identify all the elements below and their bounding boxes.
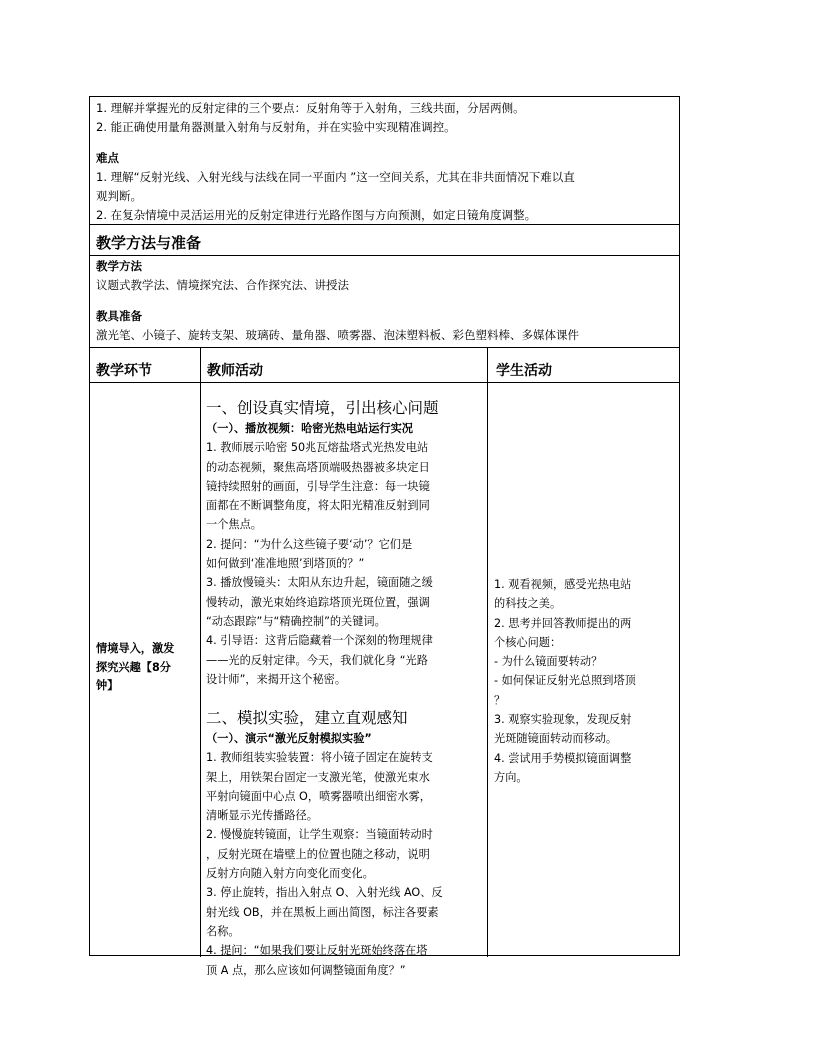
stage-line: 探究兴趣【8分 bbox=[96, 660, 171, 674]
student-line: 3. 观察实验现象，发现反射 bbox=[494, 713, 632, 727]
teacher-line: ——光的反射定律。今天，我们就化身 “光路 bbox=[206, 653, 428, 667]
header-student-activity: 学生活动 bbox=[496, 363, 552, 379]
teacher-line: 4. 提问：“如果我们要让反射光斑始终落在塔 bbox=[206, 944, 428, 958]
teacher-line: 平射向镜面中心点 O，喷雾器喷出细密水雾， bbox=[206, 789, 431, 803]
header-teacher-activity: 教师活动 bbox=[207, 363, 263, 379]
part1-subtitle: （一）、播放视频：哈密光热电站运行实况 bbox=[206, 422, 413, 435]
student-line: 个核心问题： bbox=[494, 635, 562, 649]
student-line: ？ bbox=[494, 693, 506, 707]
student-line: 2. 思考并回答教师提出的两 bbox=[494, 616, 632, 630]
header-stage: 教学环节 bbox=[96, 363, 152, 379]
teacher-line: 一个焦点。 bbox=[206, 518, 262, 532]
teacher-line: 顶 A 点，那么应该如何调整镜面角度？” bbox=[206, 963, 406, 977]
part1-title: 一、创设真实情境，引出核心问题 bbox=[206, 399, 439, 417]
objective-line: 2. 能正确使用量角器测量入射角与反射角，并在实验中实现精准调控。 bbox=[96, 120, 456, 134]
student-line: - 为什么镜面要转动？ bbox=[494, 655, 603, 669]
objective-line: 1. 理解并掌握光的反射定律的三个要点：反射角等于入射角，三线共面，分居两侧。 bbox=[96, 101, 525, 115]
difficulty-line: 观判断。 bbox=[96, 189, 142, 203]
part2-subtitle: （一）、演示“激光反射模拟实验” bbox=[206, 732, 372, 745]
teacher-line: 3. 停止旋转，指出入射点 O、入射光线 AO、反 bbox=[206, 886, 443, 900]
difficulty-line: 1. 理解“反射光线、入射光线与法线在同一平面内 ”这一空间关系，尤其在非共面情况下难以直 bbox=[96, 170, 575, 184]
difficulty-heading: 难点 bbox=[96, 151, 119, 165]
stage-line: 情境导入，激发 bbox=[96, 642, 175, 655]
method-text: 议题式教学法、情境探究法、合作探究法、讲授法 bbox=[96, 278, 349, 292]
student-line: 4. 尝试用手势模拟镜面调整 bbox=[494, 751, 632, 765]
column-divider bbox=[487, 347, 488, 957]
student-line: 光斑随镜面转动而移动。 bbox=[494, 732, 618, 746]
teacher-line: 名称。 bbox=[206, 924, 240, 938]
teacher-line: 清晰显示光传播路径。 bbox=[206, 809, 318, 823]
stage-cell bbox=[96, 640, 196, 696]
teacher-line: 设计师”，来揭开这个秘密。 bbox=[206, 672, 347, 686]
teacher-line: 1. 教师组装实验装置：将小镜子固定在旋转支 bbox=[206, 751, 433, 765]
row-divider bbox=[90, 382, 679, 383]
tools-text: 激光笔、小镜子、旋转支架、玻璃砖、量角器、喷雾器、泡沫塑料板、彩色塑料棒、多媒体课件 bbox=[96, 328, 579, 342]
teacher-line: “动态跟踪”与“精确控制”的关键词。 bbox=[206, 614, 386, 628]
teacher-line: 如何做到‘准准地照’到塔顶的？” bbox=[206, 557, 365, 571]
row-divider bbox=[90, 347, 679, 348]
part2-title: 二、模拟实验，建立直观感知 bbox=[206, 709, 408, 727]
teacher-activity-cell bbox=[206, 397, 482, 689]
teacher-line: 面都在不断调整角度，将太阳光精准反射到同 bbox=[206, 499, 430, 513]
teacher-line: 镜持续照射的画面，引导学生注意：每一块镜 bbox=[206, 479, 430, 493]
teacher-line: 慢转动，激光束始终追踪塔顶光斑位置，强调 bbox=[206, 595, 430, 609]
student-line: 1. 观看视频，感受光热电站 bbox=[494, 578, 632, 591]
difficulty-line: 2. 在复杂情境中灵活运用光的反射定律进行光路作图与方向预测，如定日镜角度调整。 bbox=[96, 208, 537, 222]
column-divider bbox=[200, 347, 201, 957]
teacher-activity-part2 bbox=[206, 707, 482, 980]
teacher-line: 4. 引导语：这背后隐藏着一个深刻的物理规律 bbox=[206, 634, 433, 648]
methods-section-header bbox=[90, 225, 679, 255]
section-title: 教学方法与准备 bbox=[96, 234, 202, 252]
teacher-line: 架上，用铁架台固定一支激光笔，使激光束水 bbox=[206, 770, 430, 784]
teacher-line: 2. 提问：“为什么这些镜子要‘动’？它们是 bbox=[206, 537, 413, 551]
teacher-line: 射光线 OB，并在黑板上画出简图，标注各要素 bbox=[206, 905, 439, 919]
teacher-line: 反射方向随入射方向变化而变化。 bbox=[206, 867, 374, 881]
stage-line: 钟】 bbox=[96, 679, 119, 692]
student-line: 方向。 bbox=[494, 770, 528, 784]
method-heading: 教学方法 bbox=[96, 259, 142, 273]
teacher-line: 的动态视频，聚焦高塔顶端吸热器被多块定日 bbox=[206, 460, 430, 474]
methods-block bbox=[90, 256, 679, 348]
student-line: 的科技之美。 bbox=[494, 597, 562, 611]
teacher-line: ，反射光斑在墙壁上的位置也随之移动，说明 bbox=[206, 847, 430, 861]
student-line: - 如何保证反射光总照到塔顶 bbox=[494, 674, 636, 688]
lesson-plan-table bbox=[89, 96, 680, 977]
teacher-line: 3. 播放慢镜头：太阳从东边升起，镜面随之缓 bbox=[206, 576, 433, 590]
tools-heading: 教具准备 bbox=[96, 309, 142, 323]
teacher-line: 2. 慢慢旋转镜面，让学生观察：当镜面转动时 bbox=[206, 828, 433, 842]
student-activity-cell bbox=[494, 575, 676, 787]
teacher-line: 1. 教师展示哈密 50兆瓦熔盐塔式光热发电站 bbox=[206, 441, 429, 455]
